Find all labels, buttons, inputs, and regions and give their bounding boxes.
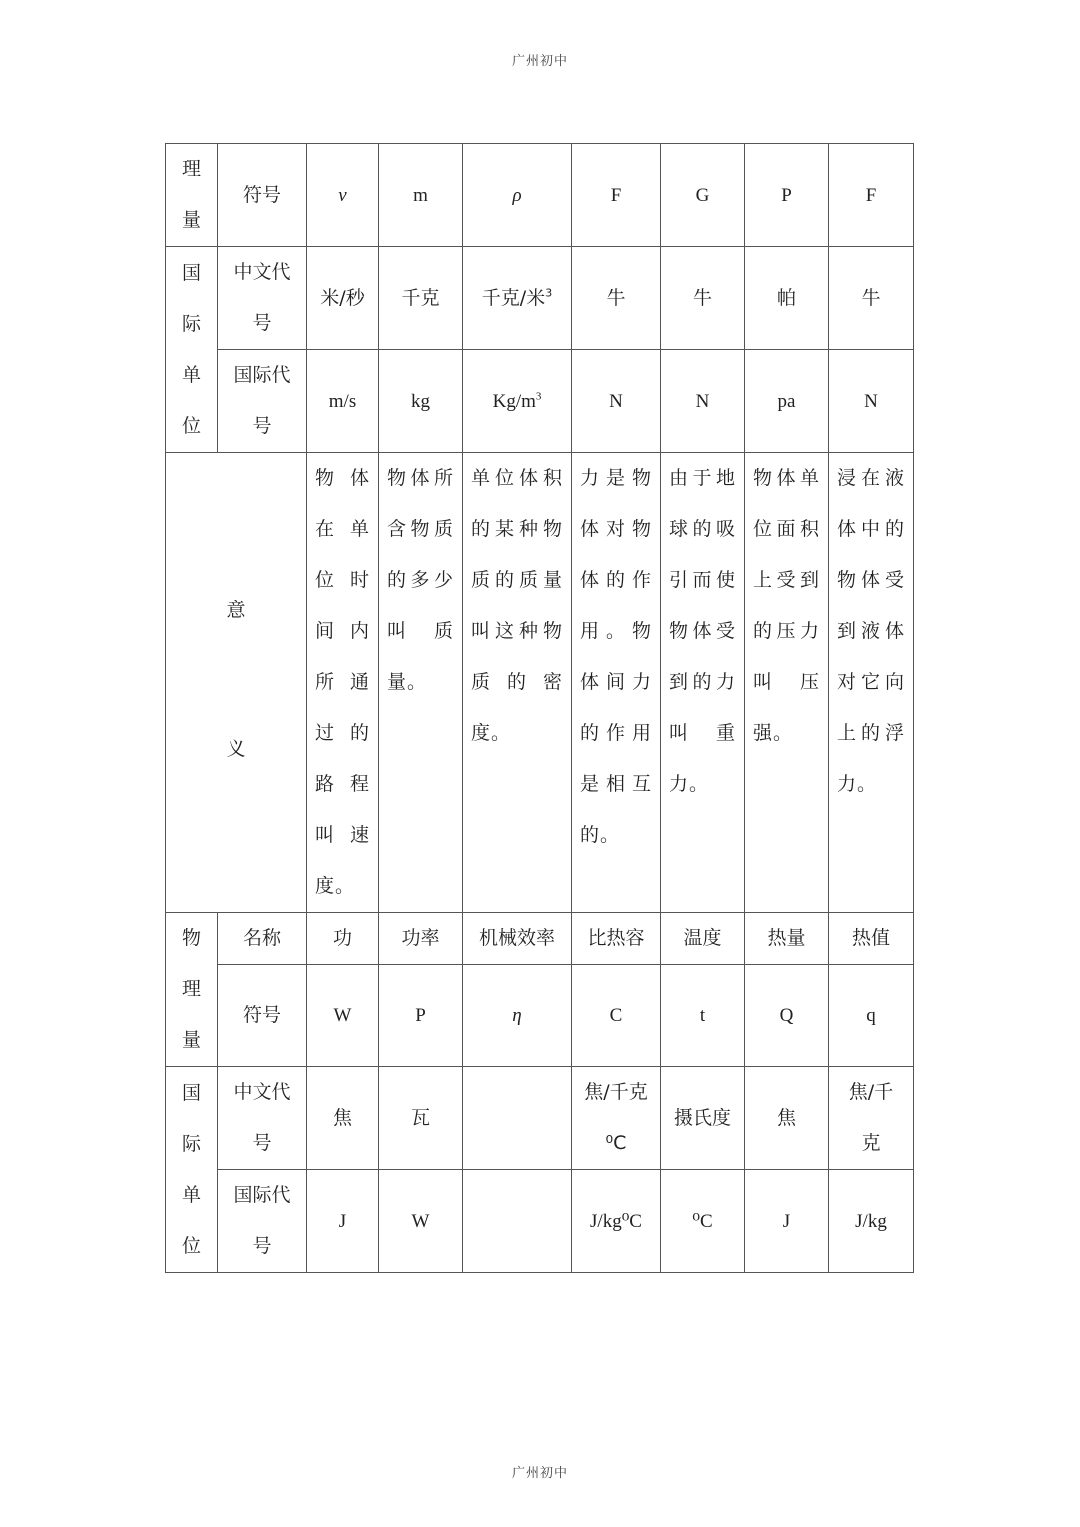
- t2-symbol-cell: η: [463, 965, 572, 1067]
- page-header: 广州初中: [511, 54, 568, 69]
- t2-symbol-row: [166, 965, 914, 1067]
- t2-cn-unit-row: [166, 1067, 914, 1170]
- t1-meaning-cell: 由于地球的吸引而使物体受到的力叫 重力。: [661, 453, 745, 913]
- t1-side-intl-unit: 国 际 单 位: [166, 247, 218, 453]
- t1-symbol-row: [166, 144, 914, 247]
- t1-meaning-label: 意 义: [166, 453, 307, 913]
- t2-symbol-cell: t: [661, 965, 745, 1067]
- t2-name-cell: 热量: [745, 913, 829, 965]
- t1-symbol-cell: F: [572, 144, 661, 247]
- t2-name-row: [166, 913, 914, 965]
- t1-symbol-cell: m: [379, 144, 463, 247]
- t1-cn-unit-cell: 帕: [745, 247, 829, 350]
- t2-name-cell: 热值: [829, 913, 914, 965]
- t1-cn-unit-cell: 千克: [379, 247, 463, 350]
- t1-intl-label: 国际代 号: [218, 350, 307, 453]
- t1-cn-unit-cell: 牛: [661, 247, 745, 350]
- t1-intl-unit-row: [166, 350, 914, 453]
- t2-cn-unit-cell: 焦: [307, 1067, 379, 1170]
- t2-intl-label: 国际代 号: [218, 1170, 307, 1273]
- t2-cn-unit-cell: 摄氏度: [661, 1067, 745, 1170]
- t1-symbol-cell: ρ: [463, 144, 572, 247]
- t1-meaning-cell: 物体所含物质的多少叫 质量。: [379, 453, 463, 913]
- t1-intl-unit-cell: N: [661, 350, 745, 453]
- t1-intl-unit-cell: N: [572, 350, 661, 453]
- t1-meaning-cell: 力是物体对物体的作用。物体间力的作用是相互的。: [572, 453, 661, 913]
- t1-intl-unit-cell: N: [829, 350, 914, 453]
- t1-intl-unit-cell: m/s: [307, 350, 379, 453]
- t2-symbol-cell: P: [379, 965, 463, 1067]
- t2-name-cell: 机械效率: [463, 913, 572, 965]
- t1-meaning-cell: 单位体积的某种物质的质量叫这种物质的密度。: [463, 453, 572, 913]
- t1-cn-unit-cell: 牛: [829, 247, 914, 350]
- t1-meaning-cell: 物体在单位时间内所通过的路程叫速度。: [307, 453, 379, 913]
- t1-symbol-label: 符号: [218, 144, 307, 247]
- t2-cn-unit-cell: 焦: [745, 1067, 829, 1170]
- t2-cn-unit-cell: 焦/千 克: [829, 1067, 914, 1170]
- t2-symbol-cell: Q: [745, 965, 829, 1067]
- t1-cn-unit-cell: 米/秒: [307, 247, 379, 350]
- t1-symbol-cell: F: [829, 144, 914, 247]
- t2-cn-label: 中文代 号: [218, 1067, 307, 1170]
- t2-intl-unit-cell: J/kg: [829, 1170, 914, 1273]
- t2-intl-unit-row: [166, 1170, 914, 1273]
- t2-name-cell: 温度: [661, 913, 745, 965]
- t2-side-quantity: 物 理 量: [166, 913, 218, 1067]
- t2-intl-unit-cell: J/kg⁰C: [572, 1170, 661, 1273]
- t1-intl-unit-cell: kg: [379, 350, 463, 453]
- t1-intl-unit-cell: $Kg/m^3$: [463, 350, 572, 453]
- t1-symbol-cell: v: [307, 144, 379, 247]
- t2-symbol-cell: q: [829, 965, 914, 1067]
- t1-meaning-row: [166, 453, 914, 913]
- t1-cn-unit-row: [166, 247, 914, 350]
- t1-cn-unit-cell: 牛: [572, 247, 661, 350]
- t1-meaning-cell: 物体单位面积上受到的压力叫 压强。: [745, 453, 829, 913]
- t2-cn-unit-cell: 瓦: [379, 1067, 463, 1170]
- t2-intl-unit-cell: [463, 1170, 572, 1273]
- t1-meaning-cell: 浸在液体中的物体受到液体对它向上的浮力。: [829, 453, 914, 913]
- t2-name-cell: 功率: [379, 913, 463, 965]
- t1-cn-unit-cell: 千克/米$^3$: [463, 247, 572, 350]
- t2-symbol-cell: C: [572, 965, 661, 1067]
- t1-symbol-cell: P: [745, 144, 829, 247]
- t2-name-cell: 比热容: [572, 913, 661, 965]
- t2-intl-unit-cell: ⁰C: [661, 1170, 745, 1273]
- t2-symbol-label: 符号: [218, 965, 307, 1067]
- t1-symbol-cell: G: [661, 144, 745, 247]
- t2-name-label: 名称: [218, 913, 307, 965]
- t2-side-intl-unit: 国 际 单 位: [166, 1067, 218, 1273]
- t2-symbol-cell: W: [307, 965, 379, 1067]
- physics-units-table: [165, 143, 914, 1273]
- t2-name-cell: 功: [307, 913, 379, 965]
- t2-intl-unit-cell: J: [745, 1170, 829, 1273]
- t2-cn-unit-cell: [463, 1067, 572, 1170]
- t2-intl-unit-cell: J: [307, 1170, 379, 1273]
- t2-cn-unit-cell: 焦/千克 ⁰C: [572, 1067, 661, 1170]
- page-footer: 广州初中: [511, 1466, 568, 1481]
- t1-side-quantity: 理 量: [166, 144, 218, 247]
- t1-intl-unit-cell: pa: [745, 350, 829, 453]
- t1-cn-label: 中文代 号: [218, 247, 307, 350]
- t2-intl-unit-cell: W: [379, 1170, 463, 1273]
